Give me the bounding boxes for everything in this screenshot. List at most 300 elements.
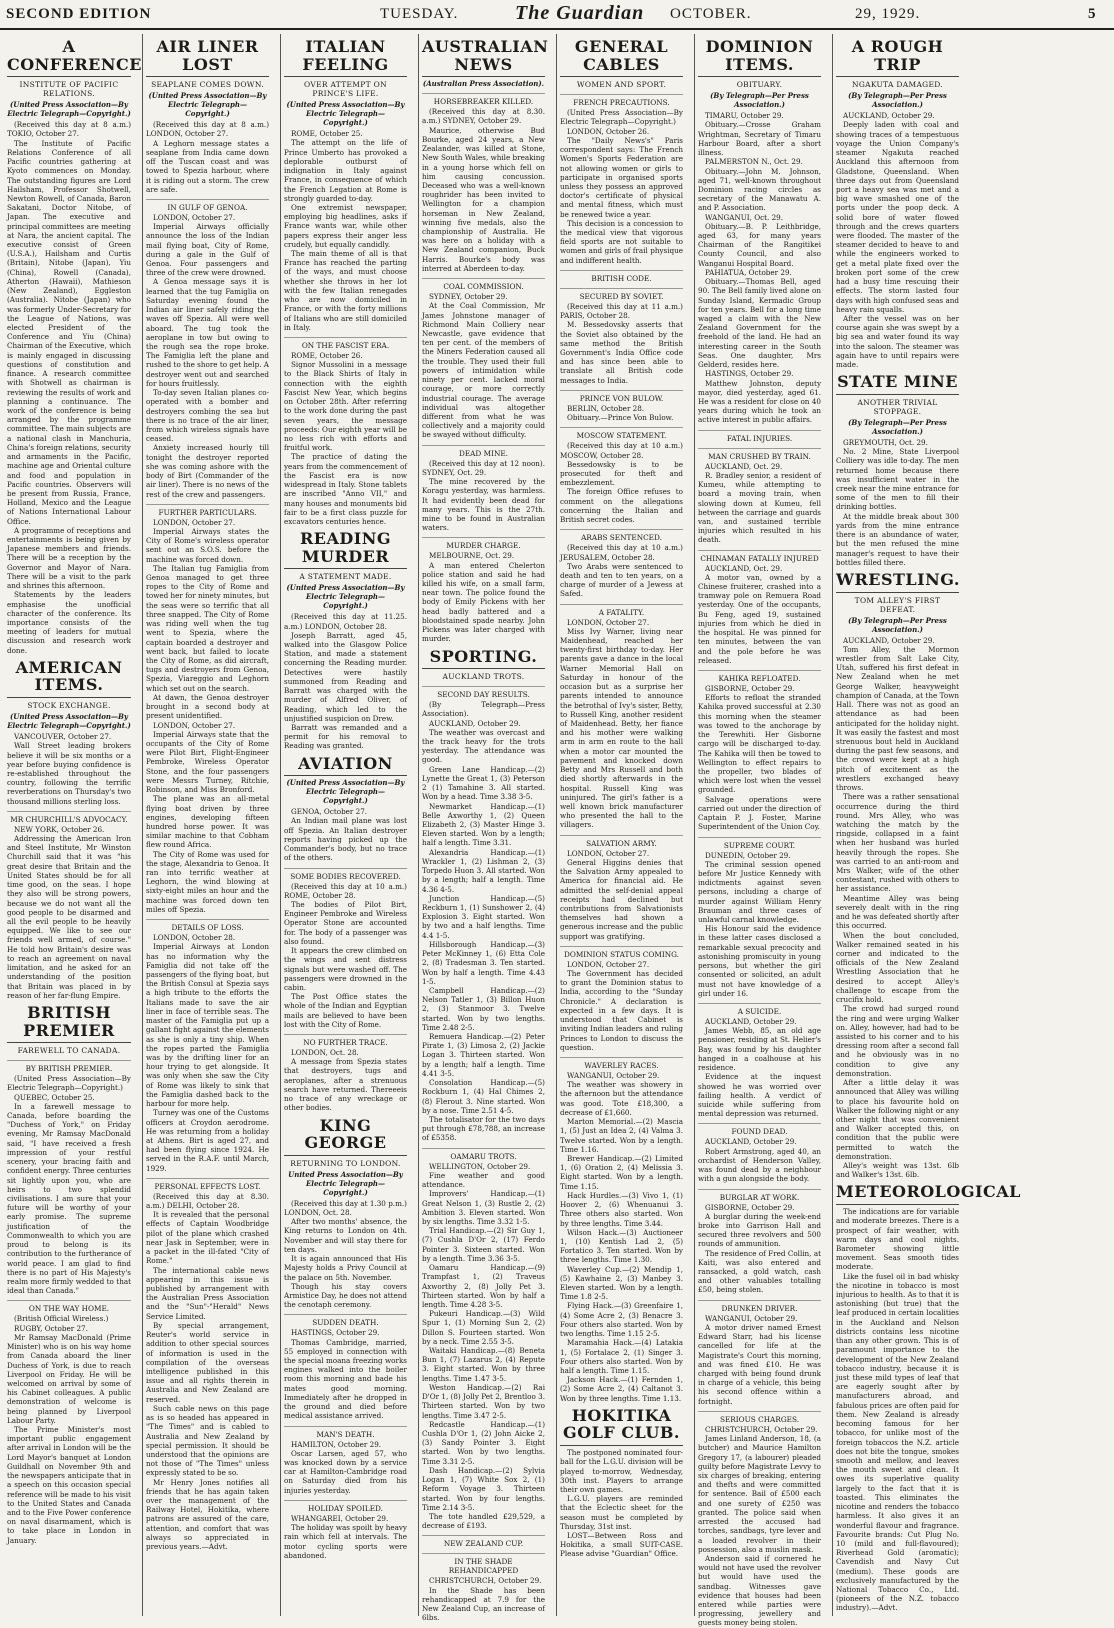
body-paragraph: AUCKLAND, October 29. bbox=[429, 718, 521, 728]
body-paragraph: (Received this day at 10 a.m.) MOSCOW, October 28. bbox=[560, 441, 683, 460]
body-paragraph: VANCOUVER, October 27. bbox=[14, 732, 112, 742]
section-heading: FURTHER PARTICULARS. bbox=[146, 504, 269, 517]
body-paragraph: Trial Handicap.—(2) Sir Guy 1, (7) Cushla D'Or 2, (17) Ferdo Pointer 3. Sixteen started. Won by a length. Time 3.36 3-5. bbox=[422, 1226, 545, 1263]
news-columns bbox=[4, 34, 1110, 1628]
body-paragraph: When the bout concluded, Walker remained seated in his corner and indicated to the officials of the New Zealand Wrestling Association that he desired to accept Alley's challenge to escape from the crucifix hold. bbox=[836, 930, 959, 1005]
article bbox=[560, 38, 683, 1403]
article bbox=[836, 1182, 1021, 1613]
article-section bbox=[422, 93, 545, 273]
article-section bbox=[836, 111, 959, 369]
article-headline: AMERICAN ITEMS. bbox=[7, 659, 131, 698]
section-heading: SUDDEN DEATH. bbox=[284, 1314, 407, 1327]
section-heading: BURGLAR AT WORK. bbox=[698, 1189, 821, 1202]
article bbox=[7, 1004, 131, 1545]
body-paragraph: Marton Memorial.—(2) Mascia 1, (5) Just an Idea 2, (4) Valma 3. Twelve started. Won by a length. Time 1.16. bbox=[560, 1117, 683, 1154]
body-paragraph: Obituary.—Thomas Bell, aged 90. The Bell family lived alone on Sunday Island, Kermadic Group for ten years. Bell for a long time waged a claim with the New Zealand Government for the freehold of the land. He had an interesting career in the South Seas. One daughter, Mrs Gelderd, resides here. bbox=[698, 277, 821, 370]
body-paragraph: (Received this day at 11 a.m.) PARIS, October 28. bbox=[560, 301, 683, 321]
body-paragraph: A programme of receptions and entertainments is being given by Japanese members and friends. There will be a reception by the Governor and Mayor of Nara. There will be a visit to the park and shrines this afternoon. bbox=[7, 525, 131, 591]
body-paragraph: One extremist newspaper, employing big headlines, asks if France wants war, while other papers express their anger less crudely, but equally candidly. bbox=[284, 202, 407, 249]
body-paragraph: The Italian tug Famiglia from Genoa managed to get three ropes to the City of Rome and towed her for ninety minutes, but the seas were so terrific that all three snapped. The City of Rome was riding well when the tug went to Spezia, where the captain boarded a destroyer and went back, but failed to locate the City of Rome, as did aircraft, tugs and destroyers from Genoa, Spezia, Viareggio and Leghorn which set out on the search. bbox=[146, 563, 269, 693]
article-subhead: RETURNING TO LONDON. bbox=[290, 1158, 401, 1168]
body-paragraph: Consolation Handicap.—(5) Rockburn 1, (4) Hal Chimes 2, (8) Flerout 3. Nine started. Won by a nose. Time 2.51 4-5. bbox=[422, 1078, 545, 1115]
section-heading: ON THE WAY HOME. bbox=[7, 1300, 131, 1313]
section-heading: FOUND DEAD. bbox=[698, 1123, 821, 1136]
article bbox=[284, 530, 407, 750]
news-column bbox=[280, 34, 410, 1616]
body-paragraph: The indications are for variable and moderate breezes. There is a prospect of fair weather, with warm days and cool nights. Barometer showing little movement. Seas smooth tides moderate. bbox=[836, 1207, 959, 1272]
body-paragraph: MELBOURNE, Oct. 29. bbox=[429, 551, 515, 561]
body-paragraph: Maramahia Hack.—(4) Latakia 1, (5) Fortalace 2, (1) Singer 3. Four others also started. Won by half a length. Time 1.15. bbox=[560, 1338, 683, 1375]
body-paragraph: DUNEDIN, October 29. bbox=[705, 850, 791, 860]
body-paragraph: HASTINGS, October 29. bbox=[705, 369, 794, 379]
body-paragraph: At dawn, the Genoa destroyer brought in a second body at present unidentified. bbox=[146, 692, 269, 721]
section-heading: IN THE SHADE REHANDICAPPED bbox=[422, 1553, 545, 1575]
body-paragraph: A burglar during the week-end broke into Garrison Hall and secured three revolvers and 500 rounds of ammunition. bbox=[698, 1211, 821, 1249]
article-credit: (By Telegraph—Per Press Association.) bbox=[710, 91, 809, 110]
body-paragraph: Improvers' Handicap.—(1) Great Nelson 1, (3) Rustle 2, (2) Ambition 3. Eleven started. Won by six lengths. Time 3.32 1-5. bbox=[422, 1189, 545, 1226]
body-paragraph: The attempt on the life of Prince Umberto has provoked a deplorable outburst of indignation in Italy against France, in consequence of which the French Legation at Rome is strongly guarded to-day. bbox=[284, 138, 407, 203]
body-paragraph: LONDON, October 26. bbox=[567, 126, 650, 136]
body-paragraph: General Higgins denies that the Salvation Army appealed to America for financial aid. He admitted the self-denial appeal receipts had declined but contributions from Salvationists themselves had shown a generous increase and the public support was gratifying. bbox=[560, 857, 683, 941]
article-subhead: TOM ALLEY'S FIRST DEFEAT. bbox=[854, 595, 941, 614]
article-credit: (United Press Association—By Electric Telegraph—Copyright.) bbox=[286, 583, 405, 611]
section-heading: DEAD MINE. bbox=[422, 445, 545, 458]
body-paragraph: Like the fusel oil in bad whisky the nicotine in tobacco is most injurious to health. As to that it is astonishing (but true) that the leaf produced in certain localities in the Auckland and Nelson districts contains less nicotine than any other grown. This is of paramount importance to the development of the New Zealand tobacco industry, because it is just these mild types of leaf that are eagerly sought after by manufacturers abroad, and fabulous prices are often paid for them. New Zealand is already becoming famous for her tobacco, for unlike most of the foreign tobaccos the N.Z. article does not bite the tongue, smokes smooth and mellow, and leaves the mouth sweet and clean. It owes its superlative quality largely to the fact that it is toasted. This eliminates the nicotine and renders the tobacco harmless. It also gives it an wonderful flavour and fragrance. Favourite brands: Cut Plug No. 10 (mild and full-flavoured); Riverhead Gold (aromatic); Cavendish and Navy Cut (medium). These goods are exclusively manufactured by the National Tobacco Co., Ltd. (pioneers of the N.Z. tobacco industry).—Advt. bbox=[836, 1271, 959, 1613]
article bbox=[422, 648, 545, 1623]
section-heading: OAMARU TROTS. bbox=[422, 1148, 545, 1161]
article-subhead: AUCKLAND TROTS. bbox=[442, 672, 525, 682]
news-column bbox=[832, 34, 1021, 1616]
section-heading: DOMINION STATUS COMING. bbox=[560, 946, 683, 959]
section-heading: NO FURTHER TRACE. bbox=[284, 1034, 407, 1047]
body-paragraph: Two Arabs were sentenced to death and ten to ten years, on a charge of murder of a Jewess at Safed. bbox=[560, 561, 683, 599]
article-section bbox=[422, 445, 545, 533]
section-heading: SOME BODIES RECOVERED. bbox=[284, 868, 407, 881]
body-paragraph: ROME, October 25. bbox=[291, 129, 363, 139]
section-heading: IN GULF OF GENOA. bbox=[146, 199, 269, 212]
section-heading: ON THE FASCIST ERA. bbox=[284, 337, 407, 350]
body-paragraph: The weather was showery in the afternoon but the attendance was good. Tote £18,300, a decrease of £1,660. bbox=[560, 1080, 683, 1117]
body-paragraph: WELLINGTON, October 29. bbox=[429, 1161, 531, 1171]
body-paragraph: Anderson said if cornered he would not have used the revolver but would have used the sandbag. Witnesses gave evidence that houses had been entered while parties were progressing, jewellery and guests money being stolen. bbox=[698, 1553, 821, 1628]
body-paragraph: Bessedowsky is to be prosecuted for theft and embezzlement. bbox=[560, 459, 683, 488]
section-heading: MAN'S DEATH. bbox=[284, 1426, 407, 1439]
article-headline: METEOROLOGICAL bbox=[836, 1183, 959, 1205]
section-heading: BRITISH CODE. bbox=[560, 270, 683, 283]
article-section bbox=[698, 430, 821, 443]
body-paragraph: By special arrangement, Reuter's world service in addition to other special sources of information is used in the compilation of the overseas intelligence published in this issue and all rights therein in Australia and New Zealand are reserved. bbox=[146, 1320, 269, 1404]
article-subhead: OVER ATTEMPT ON PRINCE'S LIFE. bbox=[304, 80, 387, 99]
newspaper-title: The Guardian bbox=[515, 2, 645, 24]
body-paragraph: After a little delay it was announced that Alley was willing to place his favourite hold on Walker the following night or any other night that was convenient and Walker accepted this, on condition that the public were permitted to watch the demonstration. bbox=[836, 1078, 959, 1161]
article-section bbox=[698, 111, 821, 424]
article-headline: SPORTING. bbox=[422, 648, 545, 670]
body-paragraph: NEW YORK, October 26. bbox=[14, 824, 105, 834]
body-paragraph: Meantime Alley was being severely dealt with in the ring and he was defeated shortly after this occurred. bbox=[836, 893, 959, 931]
article-section bbox=[560, 835, 683, 941]
section-heading: A SUICIDE. bbox=[698, 1003, 821, 1016]
body-paragraph: Statements by the leaders emphasise the unofficial character of the conference. Its importance consists of the meeting of leaders for mutual discussion and research work done. bbox=[7, 590, 131, 655]
news-column bbox=[418, 34, 549, 1623]
body-paragraph: The residence of Fred Collin, at Kaiti, was also entered and ransacked, a gold watch, cash and other valuables totalling £50, being stolen. bbox=[698, 1248, 821, 1295]
section-heading: MR CHURCHILL'S ADVOCACY. bbox=[7, 811, 131, 824]
body-paragraph: The postponed nominated four-ball for the L.G.U. division will be played to-morrow, Wednesday, 30th inst. Players to arrange their own games. bbox=[560, 1448, 683, 1494]
article-subhead: NGAKUTA DAMAGED. bbox=[852, 80, 943, 90]
body-paragraph: The international cable news appearing in this issue is published by arrangement with the Australian Press Association and the "Sun"-"Herald" News Service Limited. bbox=[146, 1265, 269, 1321]
article-section bbox=[284, 1500, 407, 1560]
article-section bbox=[560, 1448, 683, 1559]
body-paragraph: Weston Handicap.—(2) Rai D'Or 1, (8) Jolly Pet 2, Brentloo 3. Thirteen started. Won by two lengths. Time 3.47 2-5. bbox=[422, 1382, 545, 1420]
body-paragraph: James Webb, 85, an old age pensioner, residing at St. Helier's Bay, was found by his daughter hanged in a coalhouse at his residence. bbox=[698, 1026, 821, 1073]
body-paragraph: Wilson Hack.—(3) Auctioneer 1, (10) Kentish Lad 2, (5) Fortatico 3. Ten started. Won by three lengths. Time 1.30. bbox=[560, 1227, 683, 1265]
body-paragraph: Junction Handicap.—(5) Reckburn 1, (1) Sunshower 2, (4) Explosion 3. Eight started. Won by two and a half lengths. Time 4.4 1-5. bbox=[422, 893, 545, 940]
body-paragraph: A Genoa message says it is learned that the tug Famiglia on Saturday evening found the Indian air liner safely riding the waves off Spezia. All were well aboard. The tug took the aeroplane in tow but owing to the rough sea the rope broke. The Famiglia left the plane and rushed to the shore to get help. A destroyer went out and searched for hours fruitlessly. bbox=[146, 277, 269, 388]
body-paragraph: The foreign Office refuses to comment on the allegations concerning the Italian and British secret codes. bbox=[560, 487, 683, 525]
body-paragraph: The main theme of all is that France has reached the parting of the ways, and must choose whether she throws in her lot with the few Italian renegades who are now domiciled in France, or with the forty millions of Italians who are still domiciled in Italy. bbox=[284, 249, 407, 332]
article-headline: AUSTRALIAN NEWS bbox=[422, 38, 545, 77]
body-paragraph: (By Telegraph—Press Association). bbox=[422, 700, 545, 719]
article-section bbox=[422, 1553, 545, 1622]
article-section bbox=[284, 1034, 407, 1113]
body-paragraph: LONDON, October 27. bbox=[153, 212, 236, 222]
body-paragraph: In the Shade has been rehandicapped at 7.9 for the New Zealand Cup, an increase of 6lbs. bbox=[422, 1585, 545, 1623]
article bbox=[836, 571, 959, 1180]
article-section bbox=[698, 1123, 821, 1183]
section-heading: PRINCE VON BULOW. bbox=[560, 390, 683, 403]
article-subhead: A STATEMENT MADE. bbox=[299, 572, 392, 582]
article-credit: (United Press Association—By Electric Telegraph—Copyright.) bbox=[286, 100, 405, 128]
article-headline: HOKITIKA GOLF CLUB. bbox=[560, 1407, 683, 1446]
body-paragraph: (Received this day at 8.30. a.m.) DELHI, October 28. bbox=[146, 1191, 269, 1211]
body-paragraph: Jackson Hack.—(1) Fernden 1, (2) Some Acre 2, (4) Caltanot 3. Won by three lengths. Time 1.13. bbox=[560, 1375, 683, 1403]
body-paragraph: Mr Henry Jones notifies all friends that he has again taken over the management of the Railway Hotel, Hokitika, where patrons are assured of the care, attention, and comfort that was always so appreciated in previous years.—Advt. bbox=[146, 1477, 269, 1552]
article-credit: (By Telegraph—Per Press Association.) bbox=[848, 417, 947, 436]
section-heading: CHINAMAN FATALLY INJURED bbox=[698, 550, 821, 563]
article-section bbox=[7, 811, 131, 1000]
body-paragraph: ROME, October 26. bbox=[291, 351, 363, 360]
body-paragraph: An Indian mail plane was lost off Spezia. An Italian destroyer reports having picked up the Commander's body, but no trace of the others. bbox=[284, 816, 407, 863]
article-section bbox=[7, 120, 131, 655]
article bbox=[284, 1117, 407, 1560]
body-paragraph: Alley's weight was 13st. 6lb and Walker's 13st. 6lb. bbox=[836, 1161, 959, 1180]
body-paragraph: Tom Alley, the Mormon wrestler from Salt Lake City, Utah, suffered his first defeat in New Zealand when he met George Walker, heavyweight champion of Canada, at the Town Hall. There was not as good an attendance as had been anticipated for the holiday night. It was easily the fastest and most strenuous bout held in Auckland during the past few seasons, and the crowd were kept at a high pitch of excitement as the wrestlers exchanged heavy throws. bbox=[836, 644, 959, 793]
article-headline: READING MURDER bbox=[284, 530, 407, 569]
body-paragraph: The "Daily News's" Paris correspondent says: The French Women's Sports Federation are not allowing women or girls to participate in organised sports unless they possess an approved doctor's certificate of physical and mental fitness, which must be renewed twice a year. bbox=[560, 135, 683, 219]
body-paragraph: This decision is a concession to the medical view that vigorous field sports are not suitable to women and girls of frail physique and indifferent health. bbox=[560, 218, 683, 265]
section-heading: SALVATION ARMY. bbox=[560, 835, 683, 848]
body-paragraph: The bodies of Pilot Birt, Engineer Pembroke and Wireless Operator Stone are accounted for. The body of a passenger was also found. bbox=[284, 899, 407, 946]
article-headline: A ROUGH TRIP bbox=[836, 38, 959, 77]
news-column bbox=[4, 34, 142, 1616]
body-paragraph: Wall Street leading brokers believe it will be six months or a year before buying confidence is re-established throughout the country, following the terrific reverberations on Thursday's two thousand millions sterling loss. bbox=[7, 741, 131, 806]
body-paragraph: Pukeuri Handicap.—(3) Wild Spur 1, (1) Morning Sun 2, (2) Dillon S. Fourteen started. Won by a neck. Time 2.55 3-5. bbox=[422, 1309, 545, 1346]
body-paragraph: The weather was overcast and the track heavy for the trots yesterday. The attendance was good. bbox=[422, 727, 545, 765]
article-section bbox=[284, 337, 407, 526]
article-section bbox=[284, 129, 407, 332]
news-column bbox=[142, 34, 272, 1616]
article-section bbox=[836, 1207, 959, 1613]
article-subhead: ANOTHER TRIVIAL STOPPAGE. bbox=[857, 397, 938, 416]
article-headline: A CONFERENCE bbox=[7, 38, 131, 77]
body-paragraph: Obituary.—John M. Johnson, aged 71, well-known throughout Dominion racing circles as secretary of the Manawatu A. and P. Association. bbox=[698, 166, 821, 213]
article-section bbox=[836, 438, 959, 567]
body-paragraph: Green Lane Handicap.—(2) Lynette the Great 1, (3) Peterson 2 (1) Tamahine 3. All started. Won by a head. Time 3.38 3-5. bbox=[422, 764, 545, 802]
article bbox=[836, 373, 959, 567]
body-paragraph: LONDON, Oct. 28. bbox=[291, 1048, 359, 1058]
body-paragraph: Imperial Airways state that the occupants of the City of Rome were Pilot Birt, Flight-Engineer Pembroke, Wireless Operator Stone, and the four passengers were Messrs Turney, Ritchie, Robinson, and Miss Bronford. bbox=[146, 729, 269, 795]
body-paragraph: Campbell Handicap.—(2) Nelson Tatler 1, (3) Billon Huon 2, (3) Stanmoor 3. Twelve started. Won by two lengths. Time 2.48 2-5. bbox=[422, 985, 545, 1032]
article-headline: GENERAL CABLES bbox=[560, 38, 683, 77]
section-heading: MAN CRUSHED BY TRAIN. bbox=[698, 448, 821, 461]
section-heading: A FATALITY. bbox=[560, 604, 683, 617]
body-paragraph: Matthew Johnston, deputy mayor, died yesterday, aged 61. He was a resident for close on 40 years during which he took an active interest in public affairs. bbox=[698, 378, 821, 425]
body-paragraph: The crowd had surged round the ring and were urging Walker on. Alley, however, had had to be assisted to his corner and to his dressing room after a second fall and he obviously was in no condition to give any demonstration. bbox=[836, 1004, 959, 1078]
day-label: TUESDAY. bbox=[380, 6, 459, 22]
section-heading: COAL COMMISSION. bbox=[422, 278, 545, 291]
body-paragraph: After the vessel was on her course again she was swept by a big sea and water found its way into the saloon. The steamer was again have to until repairs were made. bbox=[836, 314, 959, 370]
article-section bbox=[560, 946, 683, 1052]
body-paragraph: The City of Rome was used for the stage, Alexandria to Genoa. It ran into terrific weather at Leghorn, the wind blowing at sixty-eight miles an hour and the machine was forced down ten miles off Spezia. bbox=[146, 849, 269, 914]
body-paragraph: To-day seven Italian planes co-operated with a bomber and destroyers combing the sea but there is no trace of the air liner, from which wireless signals have ceased. bbox=[146, 388, 269, 444]
body-paragraph: It appears the crew climbed on the wings and sent distress signals but were washed off. The passengers were drowned in the cabin. bbox=[284, 946, 407, 992]
article-headline: BRITISH PREMIER bbox=[7, 1004, 131, 1043]
body-paragraph: GISBORNE, October 29. bbox=[705, 684, 795, 693]
section-heading: SUPREME COURT. bbox=[698, 837, 821, 850]
body-paragraph: It is revealed that the personal effects of Captain Woodbridge pilot of the plane which crashed near Jask in September, were in a packet in the ill-fated "City of Rome." bbox=[146, 1210, 269, 1266]
article-section bbox=[560, 390, 683, 422]
body-paragraph: The practice of dating the years from the commencement of the Fascist era is now widespread in Italy. Stone tablets are inscribed "Anno VII," and many houses and monuments bid fair to be a first class puzzle for excavators centuries hence. bbox=[284, 452, 407, 526]
body-paragraph: At the Coal Commission, Mr James Johnstone manager of Richmond Main Colliery near Newcastle, gave evidence that ten per cent. of the members of the Miners Federation caused all the trouble. They used their full powers of intimidation while ninety per cent. lacked moral courage, or more correctly industrial courage. The average individual was altogether different from what he was collectively and a majority could be swayed without difficulty. bbox=[422, 301, 545, 440]
body-paragraph: M. Bessedovsky asserts that the Soviet also obtained by the same method the British Government's India Office code and has since been able to translate all British code messages to India. bbox=[560, 320, 683, 385]
body-paragraph: BERLIN, October 28. bbox=[567, 403, 645, 413]
article-section bbox=[698, 837, 821, 999]
body-paragraph: (British Official Wireless.) bbox=[14, 1314, 109, 1324]
article bbox=[422, 37, 549, 644]
section-heading: HOLIDAY SPOILED. bbox=[284, 1500, 407, 1513]
article-section bbox=[560, 94, 683, 265]
article-credit: (Australian Press Association). bbox=[422, 79, 545, 89]
body-paragraph: (Received this day at 8.30. a.m.) SYDNEY, October 29. bbox=[422, 107, 545, 126]
body-paragraph: WANGANUI, October 29. bbox=[567, 1071, 660, 1080]
body-paragraph: It is again announced that His Majesty holds a Privy Council at the palace on 5th. November. bbox=[284, 1254, 407, 1282]
body-paragraph: Newmarket Handicap.—(1) Belle Axworthy 1, (2) Queen Elizabeth 2, (3) Master Hinge 3. Eleven started. Won by a length; half a length. Time 3.31. bbox=[422, 801, 545, 848]
body-paragraph: AUCKLAND, October 29. bbox=[843, 635, 935, 645]
body-paragraph: Imperial Airways at London has no information why the Famiglia did not take off the passengers of the flying boat, but the British Consul at Spezia says a high tribute to the efforts the Italians made to save the air liner in face of terrible seas. The master of the Famiglia put up a gallant fight against the elements as she is only a tiny ship. When the ropes parted the Famiglia was by the drifting liner for an hour trying to get alongside. It was only when she saw the City of Rome was likely to sink that the Famiglia dashed back to the harbour for more help. bbox=[146, 942, 269, 1109]
article-subhead: INSTITUTE OF PACIFIC RELATIONS. bbox=[19, 80, 119, 99]
article-subhead: FAREWELL TO CANADA. bbox=[17, 1046, 121, 1056]
body-paragraph: Brewer Handicap.—(2) Limited 1, (6) Oration 2, (4) Melissia 3. Eight started. Won by a length. Time 1.15. bbox=[560, 1153, 683, 1191]
body-paragraph: Hillsborough Handicap.—(3) Peter McKinney 1, (6) Etta Cole 2, (8) Tradesman 3. Ten started. Won by half a length. Time 4.43 1-5. bbox=[422, 939, 545, 986]
body-paragraph: Addressing the American Iron and Steel Institute, Mr Winston Churchill said that it was "his great desire that Britain and the United States should be for all time good, on the seas. I hope they also will be strong powers, because we do not want all the good people to be disarmed and all the evil people to be heavily equipped. We like to see our friends well armed, of course." He told how Britain's desire was to reach an agreement on naval limitation, and he asked for an understanding of the position that Britain was placed in by reason of her far-flung Empire. bbox=[7, 834, 131, 1000]
article bbox=[7, 659, 131, 1000]
section-heading: MURDER CHARGE. bbox=[422, 537, 545, 550]
section-heading: PERSONAL EFFECTS LOST. bbox=[146, 1178, 269, 1191]
article bbox=[560, 1407, 683, 1559]
body-paragraph: (United Press Association—By Electric Telegraph—Copyright.) bbox=[560, 108, 683, 127]
section-heading: NEW ZEALAND CUP. bbox=[422, 1535, 545, 1548]
body-paragraph: Joseph Barratt, aged 45, walked into the Glasgow Police Station, and made a statement concerning the Reading murder. Detectives were hastily summoned from Reading and Barratt was charged with the murder of Alfred Oliver, of Reading, which led to the unjustified suspicion on Drew. bbox=[284, 630, 407, 723]
article-section bbox=[146, 919, 269, 1173]
article-section bbox=[284, 1426, 407, 1495]
body-paragraph: LONDON, October 27. bbox=[567, 959, 650, 969]
article-subhead: WOMEN AND SPORT. bbox=[576, 80, 667, 90]
body-paragraph: After two months' absence, the King returns to London on 4th. November and will stay there for ten days. bbox=[284, 1217, 407, 1254]
body-paragraph: The holiday was spoilt by heavy rain which fell at intervals. The motor cycling sports were abandoned. bbox=[284, 1523, 407, 1560]
article-headline: STATE MINE bbox=[836, 373, 959, 395]
section-heading: SECOND DAY RESULTS. bbox=[422, 686, 545, 699]
body-paragraph: A motor driver named Ernest Edward Starr, had his license cancelled for life at the Magistrate's Court this morning, and was fined £10. He was charged with being found drunk in charge of a vehicle, this being his second offence within a fortnight. bbox=[698, 1322, 821, 1406]
article-section bbox=[698, 1189, 821, 1295]
body-paragraph: CHRISTCHURCH, October 29. bbox=[429, 1576, 542, 1586]
body-paragraph: James Linland Anderson, 18, (a butcher) and Maurice Hamilton Gregory 17, (a labourer) pleaded guilty before Magistrate Levvy to six charges of breaking, entering and thefts and were committed for sentence. Bail of £500 each and one surety of £250 was granted. The police said when arrested the accused had torches, sandbags, tyre lever and a loaded revolver in their possession, also a muslin mask. bbox=[698, 1434, 821, 1554]
article-section bbox=[560, 604, 683, 830]
section-heading: MOSCOW STATEMENT. bbox=[560, 427, 683, 440]
body-paragraph: LONDON, October 27. bbox=[153, 720, 236, 730]
article-section bbox=[698, 1003, 821, 1118]
body-paragraph: His Honour said the evidence in these latter cases disclosed a remarkable sexual precocity and astonishing promiscuity in young persons, but whether the girl consented or solicited, an adult must not have knowledge of a girl under 16. bbox=[698, 924, 821, 998]
body-paragraph: AUCKLAND, October 29. bbox=[843, 111, 935, 121]
article-credit: (By Telegraph—Per Press Association.) bbox=[848, 615, 947, 634]
article-section bbox=[7, 1300, 131, 1544]
section-heading: KAHIKA REFLOATED. bbox=[698, 670, 821, 683]
news-column bbox=[694, 34, 824, 1628]
article-section bbox=[284, 807, 407, 862]
body-paragraph: PALMERSTON N., Oct. 29. bbox=[705, 157, 803, 167]
section-heading: DRUNKEN DRIVER. bbox=[698, 1300, 821, 1313]
body-paragraph: The Government has decided to grant the Dominion status to India, according to the "Sunday Chronicle." A declaration is expected in a few days. It is understood that Cabinet is inviting Indian leaders and ruling Princes to London to discuss the question. bbox=[560, 969, 683, 1052]
section-heading: HORSEBREAKER KILLED. bbox=[422, 93, 545, 106]
body-paragraph: Miss Ivy Warner, living near Maidenhead, reached her twenty-first birthday to-day. Her parents gave a dance in the local Warner Memorial Hall on Saturday in honour of the occasion but as a surprise her parents intended to announce the betrothal of Ivy's sister, Betty, to Russell King, another resident of Maidenhead. Betty, her fiance and his mother were walking arm in arm en route to the hall when a motor car mounted the pavement and knocked down Betty and Mrs Russell and both died shortly afterwards in the hospital. Russell King was uninjured. The girl's father is a well known brick manufacturer who presented the hall to the villagers. bbox=[560, 626, 683, 830]
article-credit: (United Press Association—By Electric Telegraph—Copyright.) bbox=[286, 778, 405, 806]
body-paragraph: SYDNEY, October 29. bbox=[429, 292, 508, 302]
body-paragraph: QUEBEC, October 25. bbox=[14, 1092, 95, 1102]
body-paragraph: AUCKLAND, Oct. 29. bbox=[705, 563, 783, 573]
article-section bbox=[698, 670, 821, 832]
article-credit: (United Press Association—By Electric Telegraph—Copyright.) bbox=[148, 91, 267, 119]
page-number: 5 bbox=[1088, 6, 1097, 22]
body-paragraph: Obituary.—Crosse Graham Wrightman, Secretary of Timaru Harbour Board, after a short illness. bbox=[698, 120, 821, 158]
article-section bbox=[146, 199, 269, 499]
article bbox=[284, 38, 407, 526]
article-section bbox=[836, 636, 959, 1180]
article-subhead: OBITUARY. bbox=[736, 80, 783, 90]
body-paragraph: LONDON, October 27. bbox=[153, 517, 236, 527]
body-paragraph: Redcastle Handicap.—(1) Cushla D'Or 1, (2) John Aicke 2, (3) Sandy Pointer 3. Eight started. Won by two lengths. Time 3.31 2-5. bbox=[422, 1419, 545, 1466]
body-paragraph: The totalisator for the two days put through £78,788, an increase of £5358. bbox=[422, 1115, 545, 1143]
body-paragraph: Maurice, otherwise Bud Bourke, aged 24 years, a New Zealander, was killed at Stone, New South Wales, while breaking in a young horse which fell on him causing concussion. Deceased who was a well-known roughrider has been invited to Wellington for a champion horseman in New Zealand, winning five medals, also the championship of Australia. He was here on a holiday with a New Zealand companion, Buck Harris. Bourke's body was interred at Aberdeen to-day. bbox=[422, 125, 545, 273]
body-paragraph: LONDON, October 28. bbox=[153, 933, 236, 943]
body-paragraph: (Received this day at 10 a.m.) JERUSALEM, October 28. bbox=[560, 543, 683, 562]
article-section bbox=[698, 550, 821, 665]
body-paragraph: Alexandria Handicap.—(1) Wrackler 1, (2) Lishman 2, (3) Torpedo Huon 3. All started. Won by a length; half a length. Time 4.36 4-5. bbox=[422, 847, 545, 894]
article bbox=[284, 755, 407, 1113]
section-heading: SERIOUS CHARGES. bbox=[698, 1411, 821, 1424]
article-credit: (By Telegraph—Per Press Association.) bbox=[848, 91, 947, 110]
body-paragraph: No. 2 Mine, State Liverpool Colliery was idle to-day. The men returned home because there was insufficient water in the creek near the mine entrance for some of the men to fill their drinking bottles. bbox=[836, 447, 959, 512]
body-paragraph: Fine weather and good attendance. bbox=[422, 1170, 545, 1190]
body-paragraph: Barratt was remanded and a permit for his removal to Reading was granted. bbox=[284, 722, 407, 751]
body-paragraph: PAHIATUA, October 29. bbox=[705, 267, 792, 277]
body-paragraph: There was a rather sensational occurrence during the third round. Mrs Alley, who was watching the match by the ringside, collapsed in a faint when her husband was hurled heavily through the ropes. She was carried to an anti-room and Mrs Walker, wife of the other contestant, rushed with others to her assistance. bbox=[836, 792, 959, 894]
body-paragraph: Waverley Cup.—(2) Mendip 1, (5) Kawhaine 2, (3) Manbey 3. Eleven started. Won by a length. Time 1.8 2-5. bbox=[560, 1264, 683, 1302]
article-section bbox=[422, 686, 545, 1143]
edition-label: SECOND EDITION bbox=[6, 6, 152, 22]
article-credit: (United Press Association—By Electric Telegraph—Copyright.) bbox=[7, 712, 131, 731]
article-headline: ITALIAN FEELING bbox=[284, 38, 407, 77]
article-section bbox=[560, 288, 683, 385]
body-paragraph: Deeply laden with coal and showing traces of a tempestuous voyage the Union Company's steamer Ngakuta reached Auckland this afternoon from Gladstone, Queensland. When three days out from Queensland port a heavy sea was met and a big wave smashed one of the ports under the poop deck. A solid bore of water flowed through and the crews quarters were flooded. The master of the steamer decided to heave to and while the engineers worked to get a metal plate fixed over the broken port some of the crew had a busy time rescuing their effects. The storm lasted four days with high confused seas and heavy rain squalls. bbox=[836, 120, 959, 314]
body-paragraph: Obituary.—Prince Von Bulow. bbox=[567, 413, 674, 423]
body-paragraph: Flying Hack.—(3) Greenfaire 1, (4) Some Acre 2, (3) Benacre 3. Four others also started. Won by two lengths. Time 1.15 2-5. bbox=[560, 1301, 683, 1339]
article-subhead: SEAPLANE COMES DOWN. bbox=[151, 80, 264, 90]
body-paragraph: Evidence at the inquest showed he was worried over failing health. A verdict of suicide while suffering from mental depression was returned. bbox=[698, 1072, 821, 1119]
body-paragraph: (Received this day at 11.25. a.m.) LONDON, October 28. bbox=[284, 612, 407, 631]
body-paragraph: The plane was an all-metal flying boat driven by three engines, developing fifteen hundred horse power. It was similar machine to that Cobham flew round Africa. bbox=[146, 794, 269, 850]
masthead bbox=[0, 0, 1114, 30]
body-paragraph: L.G.U. players are reminded that the Eclectic sheet for the season must be completed by Thursday, 31st inst. bbox=[560, 1494, 683, 1531]
article-section bbox=[7, 732, 131, 806]
body-paragraph: Thomas Cambridge, married, 55 employed in connection with the special moana freezing works engines walked into the boiler room this morning and bade his mates good morning. Immediately after he dropped in the ground and died before medical assistance arrived. bbox=[284, 1337, 407, 1421]
article-section bbox=[698, 1411, 821, 1628]
article-section bbox=[284, 868, 407, 1030]
body-paragraph: Obituary.—B. P. Leithbridge, aged 63, for many years Chairman of the Rangitikei County Council, and also Wanganui Hospital Board. bbox=[698, 221, 821, 268]
body-paragraph: Imperial Airways officially announce the loss of the Indian mail flying boat, City of Rome, during a gale in the Gulf of Genoa. Four passengers and three of the crew were drowned. bbox=[146, 222, 269, 278]
body-paragraph: Mr Ramsay MacDonald (Prime Minister) who is on his way home from Canada aboard the liner Duchess of York, is due to reach Liverpool on Friday. He will be welcomed on arrival by some of his Cabinet colleagues. A public demonstration of welcome is being planned by Liverpool Labour Party. bbox=[7, 1332, 131, 1425]
body-paragraph: The Institute of Pacific Relations Conference of all Pacific countries gathering at Kyoto commences on Monday. The outstanding figures are Lord Hailsham, Professor Shotwell, Newton Rowell, of Canada, Baron Sakatani, Doctor Nitobe, of Japan. The executive and principal committees are meeting at Nara, the ancient capital. The executive consist of Green (U.S.A.), Hailsham and Curtis (Britain), Nitobe (Japan), Yiu (China), Rowell (Canada), Atherton (Hawaii), Mathieson (New Zealand), Eggleston (Australia). Nitobe (Japan) who was formerly Under-Secretary for the League of Nations, was elected President of the Conference and Yiu (China) Chairman of the Executive, which is mainly engaged in discussing questions of constitution and finance. A research committee with Shotwell as chairman is reviewing the results of work and planning a continuance. The work of the conference is being arranged by the programme committee. The main subjects are a national clash in Manchuria, China's foreign relations, security and armaments in the Pacific, machine age and Oriental culture and food and population in Pacific countries. Observers will be present from Russia, France, Holland, Mexico and the League of Nations International Labour Office. bbox=[7, 138, 131, 526]
body-paragraph: In a farewell message to Canada, before boarding the "Duchess of York," on Friday evening, Mr Ramsay MacDonald said, "I have received a fresh impression of your restful scenery, your bracing faith and confident energy. Three centuries sit lightly upon you, who are heirs to two splendid civilisations. I am sure that your future will be worthy of your early promise. The supreme justification of the Commonwealth to which you are proud to belong is its contribution to the furtherance of world peace. I am glad to find there is no part of His Majesty's realm more firmly wedded to that ideal than Canada." bbox=[7, 1101, 131, 1296]
body-paragraph: LOST—Between Ross and Hokitika, a small SUIT-CASE. Please advise "Guardian" Office. bbox=[560, 1531, 683, 1559]
article-section bbox=[560, 427, 683, 524]
body-paragraph: (Received this day at 8 a.m.) LONDON, October 27. bbox=[146, 120, 269, 139]
article-section bbox=[422, 278, 545, 440]
article bbox=[146, 38, 269, 1551]
body-paragraph: A motor van, owned by a Chinese fruiterer, crashed into a tramway pole on Remuera Road yesterday. One of the occupants, Bu Feng, aged 19, sustained injuries from which he died in the hospital. He was pinned for ten minutes, between the van and the pole before he was released. bbox=[698, 572, 821, 665]
body-paragraph: AUCKLAND, Oct. 29. bbox=[705, 461, 783, 471]
body-paragraph: Oamaru Handicap.—(9) Trampfast 1, (2) Traveus Axworthy 2, (8) Jolly Pet 3. Thirteen started. Won by half a length. Time 4.28 3-5. bbox=[422, 1263, 545, 1309]
body-paragraph: A man entered Chelerton police station and said he had killed his wife, on a small farm, near town. The police found the body of Emily Pickens with her head badly battered and a bloodstained spade nearby. John Pickens was later charged with murder. bbox=[422, 560, 545, 644]
body-paragraph: GISBORNE, October 29. bbox=[705, 1202, 795, 1212]
date-label: 29, 1929. bbox=[855, 6, 921, 22]
body-paragraph: HASTINGS, October 29. bbox=[291, 1328, 380, 1338]
article-subhead: STOCK EXCHANGE. bbox=[27, 701, 111, 711]
article bbox=[836, 38, 959, 369]
body-paragraph: The mine recovered by the Koragu yesterday, was harmless. It had evidently been dead for many years. This is the 27th. mine to be found in Australian waters. bbox=[422, 477, 545, 533]
article-section bbox=[422, 537, 545, 643]
body-paragraph: Oscar Larsen, aged 57, who was knocked down by a service car at Hamilton-Cambridge road on Saturday died from his injuries yesterday. bbox=[284, 1448, 407, 1495]
section-heading: SECURED BY SOVIET. bbox=[560, 288, 683, 301]
article bbox=[698, 38, 821, 1628]
month-label: OCTOBER. bbox=[670, 6, 752, 22]
body-paragraph: Remuera Handicap.—(2) Peter Pirate 1, (3) Limosa 2, (2) Jackie Logan 3. Thirteen started. Won by a length; half a length. Time 4.41 3-5. bbox=[422, 1032, 545, 1078]
body-paragraph: Signor Mussolini in a message to the Black Shirts of Italy in connection with the eighth Fascist New Year, which begins on October 28th. After referring to the work done during the past seven years, the message proceeds: Our eighth year will be no less rich with efforts and fruitful work. bbox=[284, 360, 407, 453]
article-section bbox=[284, 1314, 407, 1420]
body-paragraph: At the middle break about 300 yards from the mine entrance there is an abundance of water, but the men refused the mine manager's request to have their bottles filled there. bbox=[836, 511, 959, 567]
article-section bbox=[284, 612, 407, 750]
article-section bbox=[422, 1148, 545, 1531]
body-paragraph: AUCKLAND, October 29. bbox=[705, 1017, 797, 1026]
body-paragraph: RUGBY, October 27. bbox=[14, 1323, 88, 1333]
body-paragraph: GENOA, October 27. bbox=[291, 807, 368, 817]
body-paragraph: CHRISTCHURCH, October 29. bbox=[705, 1424, 818, 1434]
section-heading: ARABS SENTENCED. bbox=[560, 529, 683, 542]
body-paragraph: (Received this day at 8 a.m.) TOKIO, October 27. bbox=[7, 120, 131, 139]
article-section bbox=[698, 448, 821, 545]
article-credit: (United Press Association—By Electric Telegraph—Copyright.) bbox=[7, 100, 131, 119]
section-heading: WAVERLEY RACES. bbox=[560, 1057, 683, 1070]
body-paragraph: (Received this day at 12 noon). SYDNEY, Oct. 29. bbox=[422, 458, 545, 477]
body-paragraph: A Leghorn message states a seaplane from India came down off the Tuscan coast and was towed to Spezia harbour, where it is riding out a storm. The crew are safe. bbox=[146, 138, 269, 194]
body-paragraph: (Received this day at 1.30 p.m.) LONDON, Oct. 28. bbox=[284, 1198, 407, 1217]
